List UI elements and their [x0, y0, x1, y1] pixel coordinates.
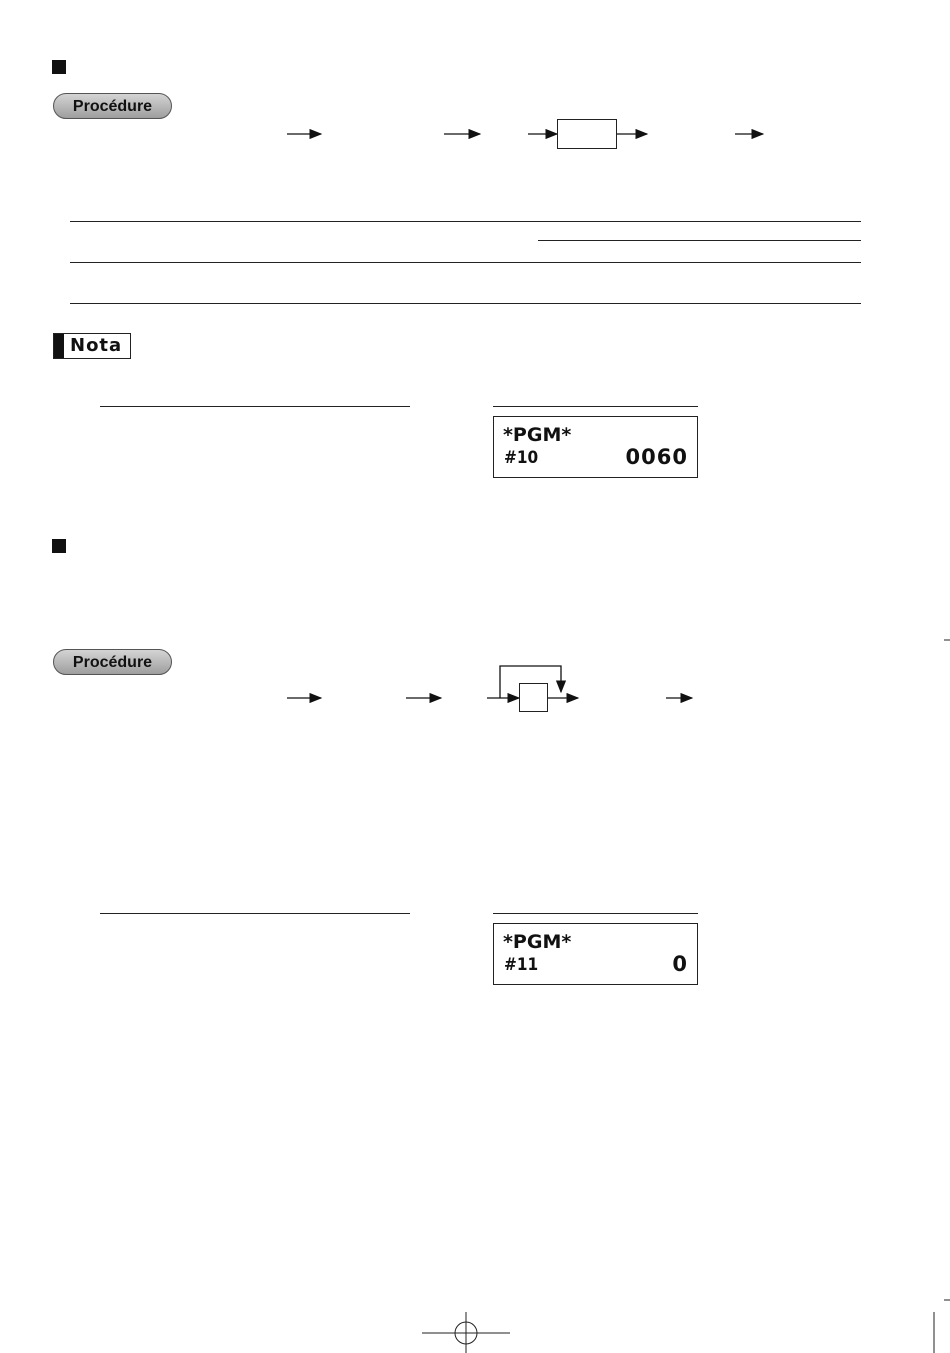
display-code: #10	[504, 448, 539, 468]
table-rule	[538, 240, 861, 241]
pgm-display	[493, 923, 698, 985]
pgm-display	[493, 416, 698, 478]
key-box	[519, 683, 548, 712]
nota-badge	[53, 333, 131, 359]
procedure-badge: Procédure	[53, 93, 172, 119]
example-rule-left	[100, 406, 410, 407]
display-line1: *PGM*	[503, 931, 572, 953]
table-rule	[70, 262, 861, 263]
example-rule-right	[493, 406, 698, 407]
example-rule-left	[100, 913, 410, 914]
display-code: #11	[504, 955, 539, 975]
example-rule-right	[493, 913, 698, 914]
registration-mark-icon	[422, 1312, 510, 1353]
display-value: 0060	[625, 445, 688, 469]
display-value: 0	[672, 952, 688, 976]
procedure-badge: Procédure	[53, 649, 172, 675]
nota-label: Nota	[70, 335, 123, 356]
section-square-icon	[52, 539, 66, 553]
key-box	[557, 119, 617, 149]
display-line1: *PGM*	[503, 424, 572, 446]
table-rule	[70, 221, 861, 222]
table-rule	[70, 303, 861, 304]
